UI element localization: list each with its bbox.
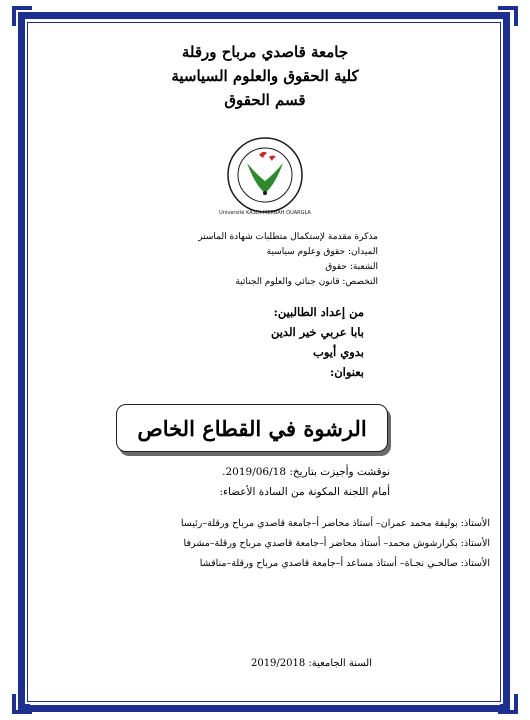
defense-info xyxy=(220,462,391,502)
student-1: بابا عربي خير الدين xyxy=(270,325,364,339)
corner-ornament-top-right xyxy=(494,2,522,30)
thesis-field: الميدان: حقوق وعلوم سياسية xyxy=(266,247,378,257)
student-2: بدوي أيوب xyxy=(313,345,364,359)
committee-heading: أمام اللجنة المكونة من السادة الأعضاء: xyxy=(219,486,390,498)
faculty-name: كلية الحقوق والعلوم السياسية xyxy=(171,67,359,85)
thesis-info xyxy=(198,230,378,290)
committee-member-1: الأستاذ: بوليفة محمد عمران– أستاذ محاضر أ–جامعة قاصدي مرباح ورقلة–رئيسا xyxy=(180,518,490,529)
thesis-title: الرشوة في القطاع الخاص xyxy=(116,404,388,452)
title-heading: بعنوان: xyxy=(329,365,364,379)
students-heading: من إعداد الطالبين: xyxy=(273,305,364,319)
academic-year: السنة الجامعية: 2019/2018 xyxy=(250,658,372,669)
corner-ornament-top-left xyxy=(8,2,36,30)
defense-date: نوقشت وأجيزت بتاريخ: 2019/06/18. xyxy=(222,466,390,478)
committee-member-2: الأستاذ: بكرارشوش محمد– أستاذ محاضر أ–جامعة قاصدي مرباح ورقلة–مشرفا xyxy=(183,538,490,549)
corner-ornament-bottom-right xyxy=(494,690,522,718)
university-name: جامعة قاصدي مرباح ورقلة xyxy=(181,43,349,61)
department-name: قسم الحقوق xyxy=(224,91,306,109)
logo-caption: Université KASDI-MERBAH OUARGLA xyxy=(219,210,311,216)
students-section xyxy=(271,302,364,382)
committee-members xyxy=(181,514,490,574)
committee-member-3: الأستاذ: صالحـي نجـاة– أستاذ مساعد أ–جامعة قاصدي مرباح ورقلة–مناقشا xyxy=(199,558,490,569)
corner-ornament-bottom-left xyxy=(8,690,36,718)
university-logo-icon xyxy=(225,135,305,215)
thesis-branch: الشعبة: حقوق xyxy=(325,262,378,272)
cover-page xyxy=(40,40,490,700)
thesis-specialty: التخصص: قانون جنائي والعلوم الجنائية xyxy=(235,277,378,287)
thesis-intro: مذكرة مقدمة لإستكمال متطلبات شهادة الماستر xyxy=(198,232,378,242)
